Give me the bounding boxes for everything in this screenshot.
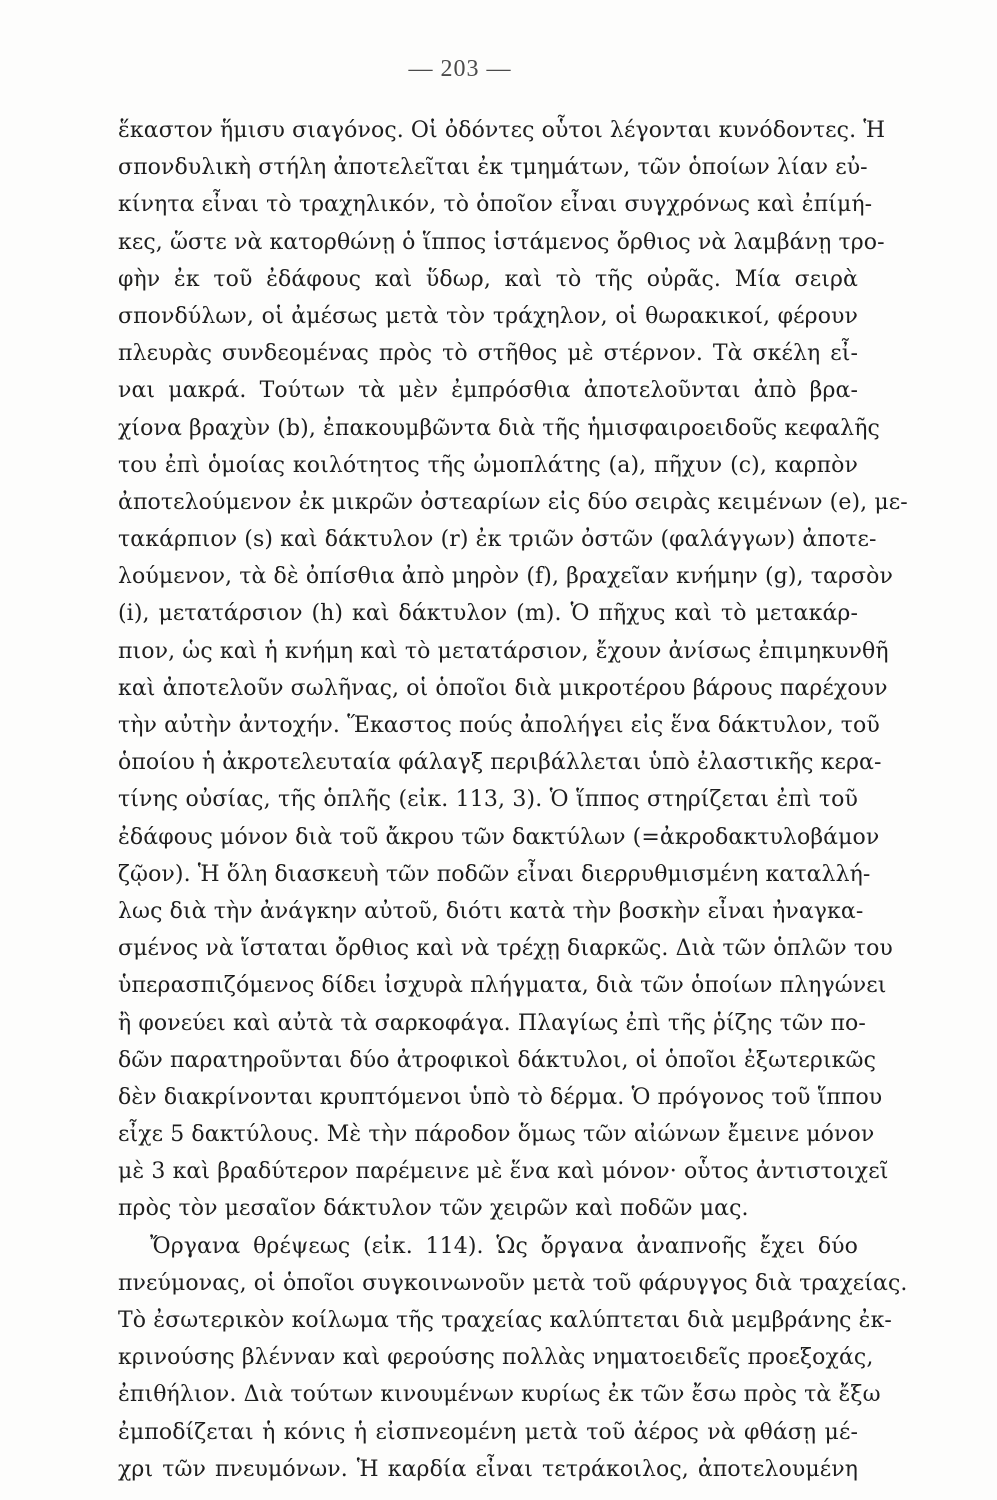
text-line: κες, ὥστε νὰ κατορθώνῃ ὁ ἵππος ἱστάμενος ὄρθιος νὰ λαμβάνῃ τρο- — [118, 229, 885, 255]
text-line: λως διὰ τὴν ἀνάγκην αὐτοῦ, διότι κατὰ τὴν βοσκὴν εἶναι ἠναγκα- — [118, 898, 864, 924]
text-line: πιον, ὡς καὶ ἡ κνήμη καὶ τὸ μετατάρσιον, ἔχουν ἀνίσως ἐπιμηκυνθῆ — [118, 638, 889, 664]
text-line: πνεύμονας, οἱ ὁποῖοι συγκοινωνοῦν μετὰ τοῦ φάρυγγος διὰ τραχείας. — [118, 1270, 908, 1296]
text-line: Τὸ ἐσωτερικὸν κοίλωμα τῆς τραχείας καλύπτεται διὰ μεμβράνης ἐκ- — [118, 1308, 892, 1333]
text-line: του ἐπὶ ὁμοίας κοιλότητος τῆς ὠμοπλάτης (a), πῆχυν (c), καρπὸν — [118, 452, 858, 478]
text-line: ἕκαστον ἥμισυ σιαγόνος. Οἱ ὀδόντες οὗτοι λέγονται κυνόδοντες. Ἡ — [118, 118, 886, 143]
text-line: κρινούσης βλένναν καὶ φερούσης πολλὰς νηματοειδεῖς προεξοχάς, — [118, 1345, 874, 1371]
text-line: ἐπιθήλιον. Διὰ τούτων κινουμένων κυρίως ἐκ τῶν ἔσω πρὸς τὰ ἔξω — [118, 1382, 881, 1408]
text-line: εἶχε 5 δακτύλους. Μὲ τὴν πάροδον ὅμως τῶν αἰώνων ἔμεινε μόνον — [118, 1122, 875, 1148]
text-line: χρι τῶν πνευμόνων. Ἡ καρδία εἶναι τετράκοιλος, ἀποτελουμένη — [118, 1456, 858, 1482]
text-line: ἢ φονεύει καὶ αὐτὰ τὰ σαρκοφάγα. Πλαγίως ἐπὶ τῆς ῥίζης τῶν πο- — [118, 1010, 866, 1036]
text-line: (i), μετατάρσιον (h) καὶ δάκτυλον (m). Ὁ πῆχυς καὶ τὸ μετακάρ- — [118, 601, 858, 627]
text-line: ζῷον). Ἡ ὅλη διασκευὴ τῶν ποδῶν εἶναι διερρυθμισμένη καταλλή- — [118, 861, 871, 887]
text-line: ὑπερασπιζόμενος δίδει ἰσχυρὰ πλήγματα, διὰ τῶν ὁποίων πληγώνει — [118, 973, 887, 999]
text-line: χίονα βραχὺν (b), ἐπακουμβῶντα διὰ τῆς ἡμισφαιροειδοῦς κεφαλῆς — [118, 415, 880, 441]
page-number: — 203 — — [408, 56, 512, 82]
paragraph-end-line: πρὸς τὸν μεσαῖον δάκτυλον τῶν χειρῶν καὶ ποδῶν μας. — [118, 1196, 749, 1222]
text-line: μὲ 3 καὶ βραδύτερον παρέμεινε μὲ ἕνα καὶ μόνον· οὗτος ἀντιστοιχεῖ — [118, 1159, 889, 1185]
text-line: σπονδυλικὴ στήλη ἀποτελεῖται ἐκ τμημάτων, τῶν ὁποίων λίαν εὐ- — [118, 155, 868, 181]
text-line: σπονδύλων, οἱ ἀμέσως μετὰ τὸν τράχηλον, οἱ θωρακικοί, φέρουν — [118, 303, 858, 329]
text-line: κίνητα εἶναι τὸ τραχηλικόν, τὸ ὁποῖον εἶναι συγχρόνως καὶ ἐπίμή- — [118, 192, 873, 218]
text-line: ἐδάφους μόνον διὰ τοῦ ἄκρου τῶν δακτύλων (=ἀκροδακτυλοβάμον — [118, 824, 880, 850]
text-line: δῶν παρατηροῦνται δύο ἀτροφικοὶ δάκτυλοι, οἱ ὁποῖοι ἐξωτερικῶς — [118, 1047, 876, 1073]
text-line: φὴν ἐκ τοῦ ἐδάφους καὶ ὕδωρ, καὶ τὸ τῆς οὐρᾶς. Μία σειρὰ — [118, 266, 858, 292]
text-line: ἐμποδίζεται ἡ κόνις ἡ εἰσπνεομένη μετὰ τοῦ ἀέρος νὰ φθάσῃ μέ- — [118, 1419, 858, 1445]
text-line: τακάρπιον (s) καὶ δάκτυλον (r) ἐκ τριῶν ὀστῶν (φαλάγγων) ἀποτε- — [118, 527, 877, 553]
text-line: πλευρὰς συνδεομένας πρὸς τὸ στῆθος μὲ στέρνον. Τὰ σκέλη εἶ- — [118, 341, 858, 367]
section-heading-line: Ὄργανα θρέψεως (εἰκ. 114). Ὡς ὄργανα ἀναπνοῆς ἔχει δύο — [150, 1233, 858, 1259]
text-line: σμένος νὰ ἵσταται ὄρθιος καὶ νὰ τρέχῃ διαρκῶς. Διὰ τῶν ὁπλῶν του — [118, 936, 893, 962]
text-line: ἀποτελούμενον ἐκ μικρῶν ὀστεαρίων εἰς δύο σειρὰς κειμένων (e), με- — [118, 489, 908, 515]
text-line: ὁποίου ἡ ἀκροτελευταία φάλαγξ περιβάλλεται ὑπὸ ἐλαστικῆς κερα- — [118, 750, 882, 776]
text-line: τίνης οὐσίας, τῆς ὁπλῆς (εἰκ. 113, 3). Ὁ ἵππος στηρίζεται ἐπὶ τοῦ — [118, 787, 858, 813]
text-line: καὶ ἀποτελοῦν σωλῆνας, οἱ ὁποῖοι διὰ μικροτέρου βάρους παρέχουν — [118, 675, 888, 701]
text-line: λούμενον, τὰ δὲ ὀπίσθια ἀπὸ μηρὸν (f), βραχεῖαν κνήμην (g), ταρσὸν — [118, 564, 893, 590]
text-line: δὲν διακρίνονται κρυπτόμενοι ὑπὸ τὸ δέρμα. Ὁ πρόγονος τοῦ ἵππου — [118, 1084, 883, 1110]
body-text — [118, 112, 908, 1488]
text-line: τὴν αὐτὴν ἀντοχήν. Ἕκαστος πούς ἀπολήγει εἰς ἕνα δάκτυλον, τοῦ — [118, 713, 880, 738]
text-line: ναι μακρά. Τούτων τὰ μὲν ἐμπρόσθια ἀποτελοῦνται ἀπὸ βρα- — [118, 378, 858, 404]
